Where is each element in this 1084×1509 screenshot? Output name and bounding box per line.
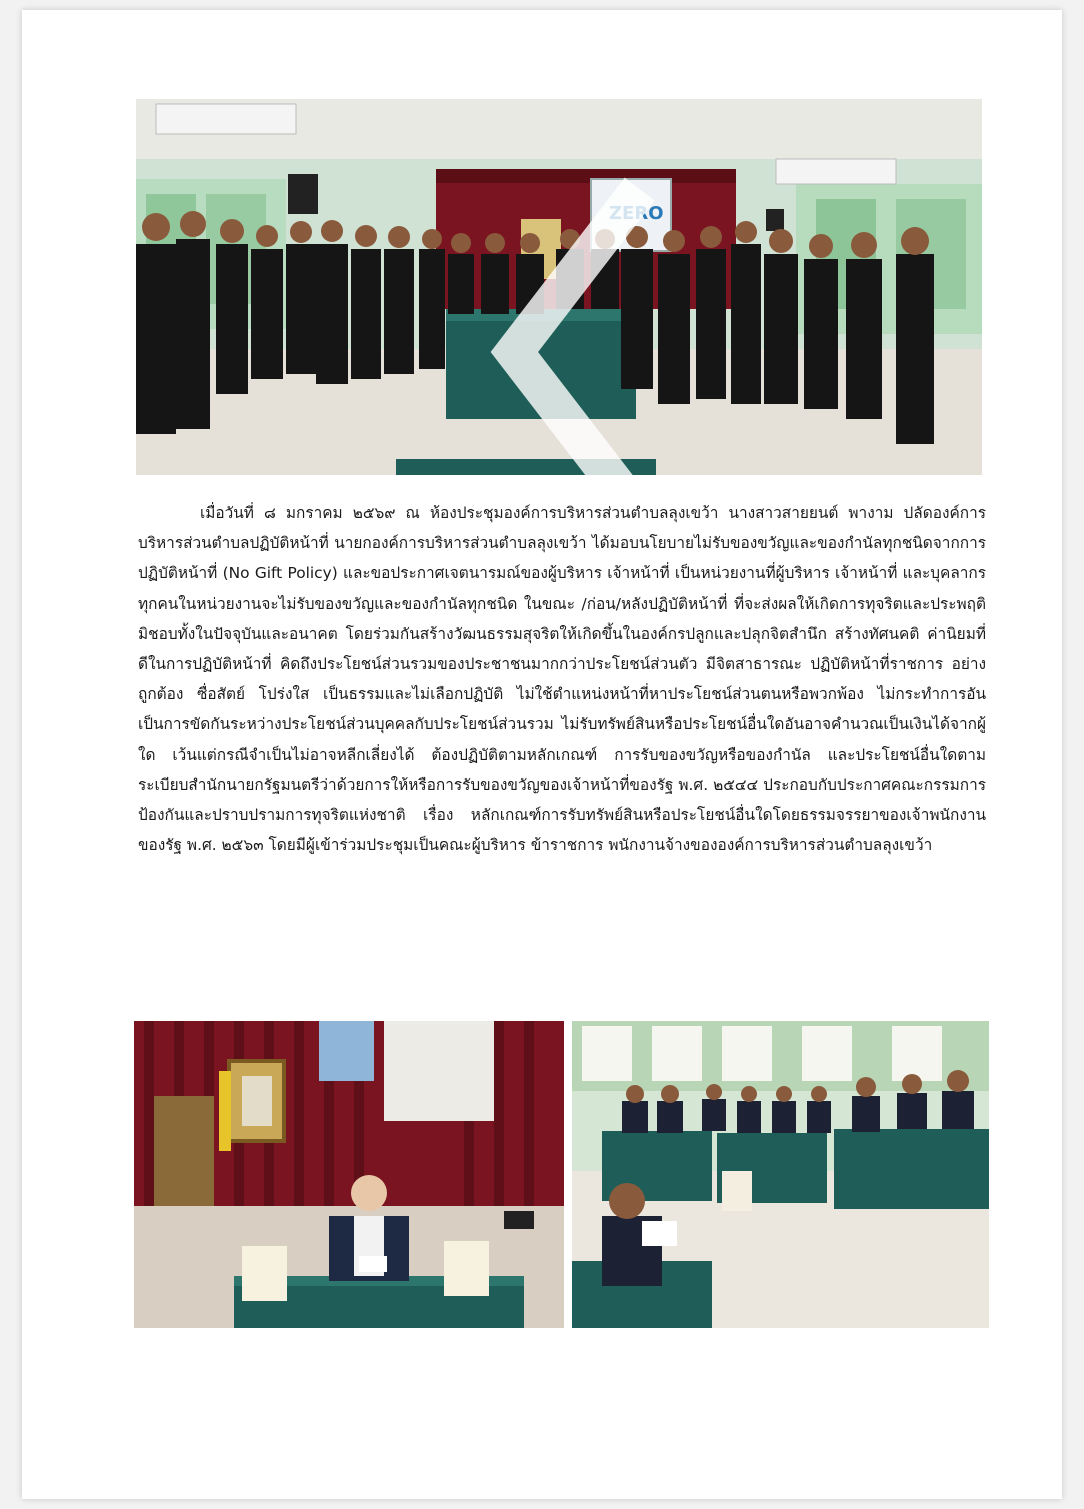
screen-text: ZERO	[609, 203, 664, 224]
chevron-left-icon[interactable]	[154, 164, 982, 475]
speaker-photo	[134, 1021, 564, 1328]
chevron-right-icon[interactable]	[958, 164, 982, 475]
body-paragraph: เมื่อวันที่ ๘ มกราคม ๒๕๖๙ ณ ห้องประชุมองค์การบริหารส่วนตำบลลุงเขว้า นางสาวสายยนต์ พางาม ปลัดองค์การบริหารส่วนตำบลปฏิบัติหน้าที่ นายกองค์การบริหารส่วนตำบลลุงเขว้า ได้มอบนโยบายไม่รับของขวัญและของกำนัลทุกชนิดจากการปฏิบัติหน้าที่ (No Gift Policy) และขอประกาศเจตนารมณ์ของผู้บริหาร เจ้าหน้าที่ เป็นหน่วยงานที่ผู้บริหาร เจ้าหน้าที่ และบุคลากรทุกคนในหน่วยงานจะไม่รับของขวัญและของกำนัลทุกชนิด ในขณะ /ก่อน/หลังปฏิบัติหน้าที่ ที่จะส่งผลให้เกิดการทุจริตและประพฤติมิชอบทั้งในปัจจุบันและอนาคต โดยร่วมกันสร้างวัฒนธรรมสุจริตให้เกิดขึ้นในองค์กรปลูกและปลุกจิตสำนึก สร้างทัศนคติ ค่านิยมที่ดีในการปฏิบัติหน้าที่ คิดถึงประโยชน์ส่วนรวมของประชาชนมากกว่าประโยชน์ส่วนตัว มีจิตสาธารณะ ปฏิบัติหน้าที่ราชการ อย่างถูกต้อง ซื่อสัตย์ โปร่งใส เป็นธรรมและไม่เลือกปฏิบัติ ไม่ใช้ตำแหน่งหน้าที่หาประโยชน์ส่วนตนหรือพวกพ้อง ไม่กระทำการอันเป็นการขัดกันระหว่างประโยชน์ส่วนบุคคลกับประโยชน์ส่วนรวม ไม่รับทรัพย์สินหรือประโยชน์อื่นใดอันอาจคำนวณเป็นเงินได้จากผู้ใด เว้นแต่กรณีจำเป็นไม่อาจหลีกเลี่ยงได้ ต้องปฏิบัติตามหลักเกณฑ์ การรับของขวัญหรือของกำนัล และประโยชน์อื่นใดตามระเบียบสำนักนายกรัฐมนตรีว่าด้วยการให้หรือการรับของขวัญของเจ้าหน้าที่ของรัฐ พ.ศ. ๒๕๔๔ ประกอบกับประกาศคณะกรรมการป้องกันและปราบปรามการทุจริตแห่งชาติ เรื่อง หลักเกณฑ์การรับทรัพย์สินหรือประโยชน์อื่นใดโดยธรรมจรรยาของเจ้าพนักงานของรัฐ พ.ศ. ๒๕๖๓ โดยมีผู้เข้าร่วมประชุมเป็นคณะผู้บริหาร ข้าราชการ พนักงานจ้างขององค์การบริหารส่วนตำบลลุงเขว้า	[138, 504, 986, 855]
audience-photo-scene	[572, 1021, 989, 1328]
audience-photo	[572, 1021, 989, 1328]
document-page	[22, 10, 1062, 1499]
group-photo	[136, 99, 982, 475]
speaker-photo-scene	[134, 1021, 564, 1328]
